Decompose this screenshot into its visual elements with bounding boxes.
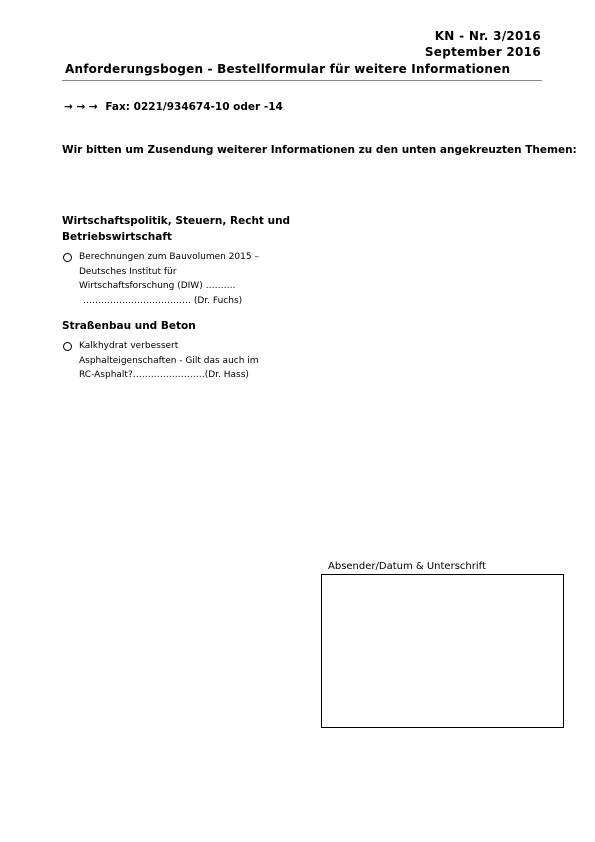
sender-label: Absender/Datum & Unterschrift	[328, 561, 486, 572]
section-heading-strassenbau: Straßenbau und Beton	[62, 320, 196, 332]
form-title: Anforderungsbogen - Bestellformular für weitere Informationen	[65, 62, 511, 76]
fax-line	[64, 101, 283, 113]
sender-signature-field[interactable]	[321, 574, 564, 728]
item-text-line: ……………………………… (Dr. Fuchs)	[83, 295, 243, 306]
arrow-right-icon: → → →	[64, 101, 98, 113]
item-text-line: RC-Asphalt?……………………(Dr. Hass)	[79, 370, 249, 380]
fax-number: Fax: 0221/934674-10 oder -14	[105, 101, 283, 113]
item-text-line: Berechnungen zum Bauvolumen 2015 –	[79, 252, 259, 262]
section-heading-wirtschaftspolitik: Wirtschaftspolitik, Steuern, Recht und Betriebswirtschaft	[62, 215, 291, 243]
issue-number: KN - Nr. 3/2016	[434, 29, 541, 43]
list-item-kalkhydrat[interactable]	[63, 339, 259, 383]
list-item-bauvolumen[interactable]	[63, 250, 259, 308]
item-text-line: Wirtschaftsforschung (DIW) ……….	[79, 281, 236, 291]
item-text-line: Kalkhydrat verbessert	[79, 341, 179, 351]
checkbox-circle-icon[interactable]	[63, 342, 72, 351]
item-text-line: Asphalteigenschaften - Gilt das auch im	[79, 355, 259, 366]
item-text-line: Deutsches Institut für	[79, 266, 177, 277]
intro-text: Wir bitten um Zusendung weiterer Informationen zu den unten angekreuzten Themen:	[62, 144, 577, 156]
checkbox-circle-icon[interactable]	[63, 253, 72, 262]
issue-date: September 2016	[424, 45, 541, 59]
header-divider	[62, 80, 542, 81]
